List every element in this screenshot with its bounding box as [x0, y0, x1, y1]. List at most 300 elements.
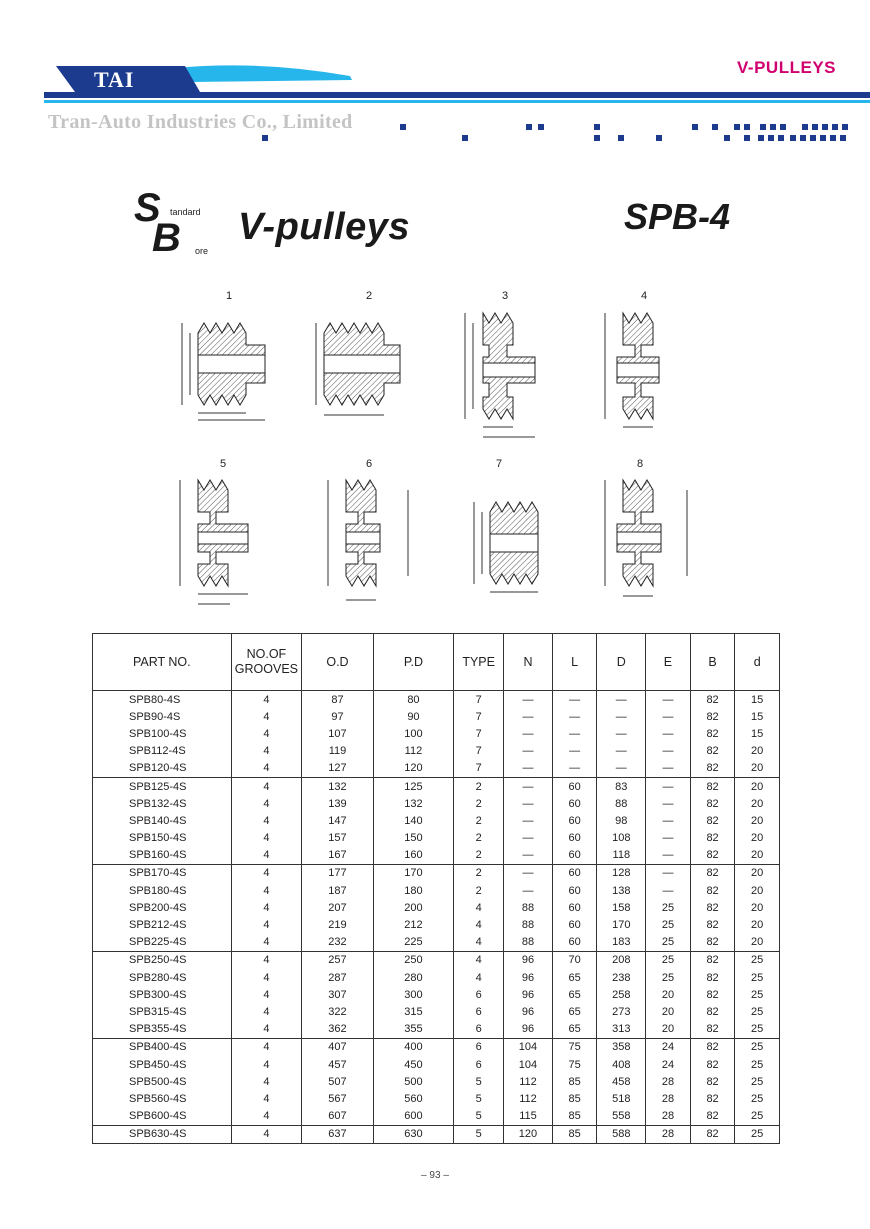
- table-cell: 82: [690, 1090, 735, 1107]
- table-row: [93, 743, 780, 760]
- diagram-label-3: 3: [502, 290, 509, 302]
- table-cell: 150: [373, 830, 454, 847]
- table-cell: SPB125-4S: [129, 780, 187, 793]
- table-row: [93, 934, 780, 952]
- table-row: [93, 882, 780, 899]
- table-cell: 82: [690, 882, 735, 899]
- table-cell: 65: [552, 1021, 597, 1039]
- diagram-label-6: 6: [366, 458, 373, 470]
- table-cell: 2: [454, 795, 504, 812]
- col-od: O.D: [302, 634, 373, 691]
- table-row: [93, 916, 780, 933]
- table-row: [93, 1090, 780, 1107]
- table-cell: 4: [231, 777, 302, 795]
- table-cell: 60: [552, 882, 597, 899]
- table-cell: SPB160-4S: [93, 847, 232, 865]
- table-cell: 82: [690, 916, 735, 933]
- table-cell: —: [646, 691, 691, 709]
- table-cell: 25: [646, 934, 691, 952]
- table-cell: 25: [646, 969, 691, 986]
- table-cell: 362: [302, 1021, 373, 1039]
- table-cell: SPB225-4S: [93, 934, 232, 952]
- table-cell: —: [504, 882, 553, 899]
- pulley-type-8-drawing: [595, 472, 705, 612]
- table-cell: 167: [302, 847, 373, 865]
- table-cell: 97: [302, 708, 373, 725]
- table-cell: 207: [302, 899, 373, 916]
- table-cell: 4: [231, 1108, 302, 1126]
- table-cell: 80: [373, 691, 454, 709]
- table-cell: 82: [690, 777, 735, 795]
- pulley-type-2-drawing: [310, 305, 420, 425]
- table-cell: —: [504, 795, 553, 812]
- table-cell: 25: [646, 899, 691, 916]
- table-cell: 107: [302, 725, 373, 742]
- table-cell: SPB200-4S: [129, 901, 187, 914]
- table-cell: 315: [373, 1003, 454, 1020]
- table-cell: 90: [373, 708, 454, 725]
- table-cell: 88: [504, 899, 553, 916]
- table-cell: 20: [735, 795, 780, 812]
- table-cell: 322: [302, 1003, 373, 1020]
- diagram-label-7: 7: [496, 458, 503, 470]
- table-cell: —: [504, 725, 553, 742]
- table-cell: 83: [597, 777, 646, 795]
- table-cell: 25: [735, 969, 780, 986]
- sb-logo-s: S: [134, 186, 161, 230]
- table-cell: 4: [454, 934, 504, 952]
- table-cell: 82: [690, 1056, 735, 1073]
- table-cell: 88: [504, 916, 553, 933]
- table-row: [93, 899, 780, 916]
- table-cell: 82: [690, 864, 735, 882]
- table-row: [93, 1056, 780, 1073]
- table-cell: 4: [454, 951, 504, 969]
- table-cell: 4: [231, 899, 302, 916]
- table-cell: 560: [373, 1090, 454, 1107]
- table-cell: 4: [231, 725, 302, 742]
- col-n: N: [504, 634, 553, 691]
- table-cell: 60: [552, 899, 597, 916]
- table-cell: 82: [690, 969, 735, 986]
- table-cell: 170: [597, 916, 646, 933]
- col-e: E: [646, 634, 691, 691]
- table-cell: —: [646, 760, 691, 778]
- table-cell: —: [597, 743, 646, 760]
- table-cell: 20: [735, 812, 780, 829]
- table-row: [93, 969, 780, 986]
- pulley-type-3-drawing: [455, 305, 565, 445]
- table-cell: 88: [597, 795, 646, 812]
- table-cell: SPB280-4S: [129, 971, 187, 984]
- table-cell: 358: [597, 1038, 646, 1056]
- table-cell: 4: [231, 708, 302, 725]
- table-cell: —: [552, 743, 597, 760]
- table-cell: 82: [690, 847, 735, 865]
- table-cell: 7: [454, 691, 504, 709]
- table-cell: 15: [735, 691, 780, 709]
- table-cell: 28: [646, 1125, 691, 1143]
- table-cell: 82: [690, 743, 735, 760]
- table-cell: 20: [646, 986, 691, 1003]
- table-cell: 25: [735, 1021, 780, 1039]
- table-cell: 82: [690, 1021, 735, 1039]
- table-cell: 458: [597, 1073, 646, 1090]
- table-cell: 4: [231, 1038, 302, 1056]
- table-cell: 118: [597, 847, 646, 865]
- table-cell: SPB600-4S: [93, 1108, 232, 1126]
- table-cell: 25: [735, 1108, 780, 1126]
- table-cell: —: [504, 743, 553, 760]
- table-cell: 75: [552, 1056, 597, 1073]
- table-cell: 2: [454, 830, 504, 847]
- table-cell: 4: [231, 934, 302, 952]
- table-cell: SPB500-4S: [129, 1075, 187, 1088]
- diagram-label-1: 1: [226, 290, 233, 302]
- table-cell: 4: [231, 1090, 302, 1107]
- table-row: [93, 812, 780, 829]
- table-cell: 120: [373, 760, 454, 778]
- table-cell: 96: [504, 951, 553, 969]
- table-cell: 82: [690, 951, 735, 969]
- table-row: [93, 725, 780, 742]
- table-cell: 450: [373, 1056, 454, 1073]
- col-part-no: PART NO.: [93, 634, 232, 691]
- table-row: [93, 708, 780, 725]
- table-cell: 20: [735, 847, 780, 865]
- table-cell: 4: [231, 743, 302, 760]
- table-cell: —: [504, 830, 553, 847]
- table-cell: 82: [690, 725, 735, 742]
- table-cell: 4: [231, 864, 302, 882]
- series-code: SPB-4: [624, 196, 731, 237]
- table-cell: 25: [735, 1090, 780, 1107]
- table-cell: 187: [302, 882, 373, 899]
- table-cell: 60: [552, 777, 597, 795]
- table-cell: 60: [552, 916, 597, 933]
- table-cell: 96: [504, 986, 553, 1003]
- table-cell: 407: [302, 1038, 373, 1056]
- table-cell: 20: [735, 934, 780, 952]
- table-cell: 4: [231, 830, 302, 847]
- table-cell: 158: [597, 899, 646, 916]
- table-cell: SPB132-4S: [129, 797, 187, 810]
- table-cell: 82: [690, 812, 735, 829]
- table-cell: 108: [597, 830, 646, 847]
- table-cell: 4: [454, 899, 504, 916]
- table-cell: 7: [454, 725, 504, 742]
- table-cell: 20: [735, 882, 780, 899]
- sb-logo-standard: tandard: [170, 207, 201, 217]
- col-type: TYPE: [454, 634, 504, 691]
- table-cell: 4: [454, 916, 504, 933]
- table-cell: 4: [454, 969, 504, 986]
- table-cell: 2: [454, 777, 504, 795]
- table-cell: 88: [504, 934, 553, 952]
- table-cell: 82: [690, 760, 735, 778]
- table-cell: 4: [231, 916, 302, 933]
- company-logo-text: TAI: [94, 67, 135, 92]
- table-row: [93, 795, 780, 812]
- table-cell: 112: [504, 1090, 553, 1107]
- table-cell: 4: [231, 951, 302, 969]
- table-cell: 96: [504, 1021, 553, 1039]
- table-cell: 65: [552, 969, 597, 986]
- table-cell: 4: [231, 1056, 302, 1073]
- diagram-label-5: 5: [220, 458, 227, 470]
- table-cell: 4: [231, 1003, 302, 1020]
- table-cell: 82: [690, 795, 735, 812]
- page-number: – 93 –: [421, 1170, 449, 1181]
- table-cell: 600: [373, 1108, 454, 1126]
- table-cell: 5: [454, 1073, 504, 1090]
- table-cell: 15: [735, 708, 780, 725]
- table-cell: 225: [373, 934, 454, 952]
- table-cell: —: [646, 812, 691, 829]
- table-cell: SPB212-4S: [129, 919, 187, 932]
- table-cell: SPB80-4S: [129, 693, 181, 706]
- table-cell: 212: [373, 916, 454, 933]
- table-row: [93, 1125, 780, 1143]
- table-cell: —: [504, 847, 553, 865]
- table-cell: 25: [646, 916, 691, 933]
- table-cell: 2: [454, 864, 504, 882]
- table-cell: 96: [504, 1003, 553, 1020]
- table-cell: 60: [552, 934, 597, 952]
- table-cell: 25: [735, 1125, 780, 1143]
- table-cell: 257: [302, 951, 373, 969]
- table-cell: 630: [373, 1125, 454, 1143]
- table-row: [93, 760, 780, 778]
- table-cell: 25: [735, 951, 780, 969]
- table-cell: 200: [373, 899, 454, 916]
- table-cell: 160: [373, 847, 454, 865]
- table-row: [93, 986, 780, 1003]
- table-cell: —: [504, 777, 553, 795]
- table-cell: 588: [597, 1125, 646, 1143]
- table-cell: 180: [373, 882, 454, 899]
- table-cell: 400: [373, 1038, 454, 1056]
- table-cell: 104: [504, 1056, 553, 1073]
- table-cell: —: [597, 691, 646, 709]
- table-cell: SPB150-4S: [129, 832, 187, 845]
- table-cell: 28: [646, 1090, 691, 1107]
- table-cell: 313: [597, 1021, 646, 1039]
- table-cell: 157: [302, 830, 373, 847]
- table-cell: —: [646, 847, 691, 865]
- table-cell: 85: [552, 1073, 597, 1090]
- table-cell: —: [552, 691, 597, 709]
- table-cell: —: [646, 864, 691, 882]
- table-cell: 273: [597, 1003, 646, 1020]
- table-cell: 20: [735, 760, 780, 778]
- table-cell: 238: [597, 969, 646, 986]
- table-cell: SPB100-4S: [129, 727, 187, 740]
- table-cell: 25: [646, 951, 691, 969]
- spec-table: [92, 633, 780, 1144]
- table-cell: 6: [454, 1056, 504, 1073]
- table-cell: 507: [302, 1073, 373, 1090]
- table-cell: 232: [302, 934, 373, 952]
- table-cell: 2: [454, 812, 504, 829]
- table-cell: 104: [504, 1038, 553, 1056]
- table-cell: —: [504, 812, 553, 829]
- table-cell: SPB560-4S: [129, 1092, 187, 1105]
- table-cell: 82: [690, 1003, 735, 1020]
- table-cell: 518: [597, 1090, 646, 1107]
- table-cell: 60: [552, 864, 597, 882]
- table-cell: 25: [735, 1073, 780, 1090]
- table-row: [93, 1038, 780, 1056]
- table-cell: 96: [504, 969, 553, 986]
- table-cell: 2: [454, 847, 504, 865]
- table-cell: SPB315-4S: [129, 1005, 187, 1018]
- diagram-label-2: 2: [366, 290, 373, 302]
- table-cell: 287: [302, 969, 373, 986]
- table-cell: SPB630-4S: [129, 1128, 187, 1141]
- table-cell: 637: [302, 1125, 373, 1143]
- table-cell: SPB120-4S: [93, 760, 232, 778]
- table-cell: 82: [690, 1073, 735, 1090]
- table-cell: 82: [690, 1038, 735, 1056]
- table-cell: 5: [454, 1125, 504, 1143]
- table-cell: 4: [231, 1125, 302, 1143]
- table-cell: SPB300-4S: [129, 988, 187, 1001]
- table-row: [93, 847, 780, 865]
- table-cell: 607: [302, 1108, 373, 1126]
- table-cell: —: [646, 708, 691, 725]
- table-cell: —: [646, 743, 691, 760]
- table-cell: 20: [735, 899, 780, 916]
- table-cell: 355: [373, 1021, 454, 1039]
- table-cell: 558: [597, 1108, 646, 1126]
- table-row: [93, 1108, 780, 1126]
- table-cell: 112: [373, 743, 454, 760]
- table-cell: 300: [373, 986, 454, 1003]
- table-cell: 25: [735, 986, 780, 1003]
- table-cell: 6: [454, 986, 504, 1003]
- table-cell: 307: [302, 986, 373, 1003]
- col-grooves: NO.OF GROOVES: [231, 634, 302, 691]
- table-cell: 25: [735, 1056, 780, 1073]
- col-l: L: [552, 634, 597, 691]
- table-cell: 6: [454, 1003, 504, 1020]
- table-cell: —: [552, 760, 597, 778]
- table-cell: 4: [231, 1073, 302, 1090]
- table-cell: 567: [302, 1090, 373, 1107]
- table-cell: 82: [690, 986, 735, 1003]
- table-cell: 132: [302, 777, 373, 795]
- table-cell: 4: [231, 1021, 302, 1039]
- table-cell: 20: [735, 830, 780, 847]
- table-cell: 500: [373, 1073, 454, 1090]
- table-cell: SPB250-4S: [129, 954, 187, 967]
- table-cell: SPB112-4S: [129, 745, 186, 758]
- table-cell: 457: [302, 1056, 373, 1073]
- table-row: [93, 777, 780, 795]
- table-cell: 25: [735, 1038, 780, 1056]
- pulley-type-5-drawing: [170, 472, 280, 612]
- table-cell: 139: [302, 795, 373, 812]
- table-cell: 28: [646, 1073, 691, 1090]
- section-title: V-PULLEYS: [737, 58, 836, 77]
- table-cell: 112: [504, 1073, 553, 1090]
- table-cell: 140: [373, 812, 454, 829]
- table-cell: 250: [373, 951, 454, 969]
- table-cell: 170: [373, 864, 454, 882]
- pulley-type-4-drawing: [595, 305, 705, 445]
- table-cell: —: [646, 882, 691, 899]
- table-cell: —: [597, 725, 646, 742]
- table-row: [93, 691, 780, 709]
- table-cell: 2: [454, 882, 504, 899]
- table-row: [93, 830, 780, 847]
- table-cell: 82: [690, 1125, 735, 1143]
- table-cell: 219: [302, 916, 373, 933]
- table-cell: —: [552, 708, 597, 725]
- table-cell: —: [552, 725, 597, 742]
- table-cell: SPB450-4S: [129, 1058, 187, 1071]
- table-cell: 258: [597, 986, 646, 1003]
- table-cell: 82: [690, 1108, 735, 1126]
- table-cell: 120: [504, 1125, 553, 1143]
- table-cell: 25: [735, 1003, 780, 1020]
- table-row: [93, 1021, 780, 1039]
- table-cell: —: [597, 708, 646, 725]
- table-cell: 75: [552, 1038, 597, 1056]
- sb-logo-ore: ore: [195, 246, 209, 256]
- table-row: [93, 951, 780, 969]
- table-cell: SPB355-4S: [93, 1021, 232, 1039]
- table-cell: 6: [454, 1021, 504, 1039]
- table-cell: 60: [552, 795, 597, 812]
- table-cell: 183: [597, 934, 646, 952]
- sb-logo-b: B: [152, 216, 181, 260]
- table-cell: 60: [552, 812, 597, 829]
- table-cell: 177: [302, 864, 373, 882]
- table-cell: 87: [302, 691, 373, 709]
- table-cell: 20: [646, 1003, 691, 1020]
- col-b: B: [690, 634, 735, 691]
- table-cell: 24: [646, 1056, 691, 1073]
- table-cell: 20: [735, 743, 780, 760]
- table-cell: 20: [735, 864, 780, 882]
- diagram-label-4: 4: [641, 290, 648, 302]
- table-cell: —: [504, 691, 553, 709]
- spec-table-body: [93, 691, 780, 1144]
- table-cell: SPB170-4S: [129, 867, 187, 880]
- table-cell: —: [646, 725, 691, 742]
- table-cell: 132: [373, 795, 454, 812]
- table-cell: 20: [646, 1021, 691, 1039]
- pulley-type-7-drawing: [462, 488, 572, 598]
- table-cell: 85: [552, 1108, 597, 1126]
- table-cell: SPB180-4S: [129, 884, 187, 897]
- table-cell: 7: [454, 743, 504, 760]
- table-cell: —: [646, 795, 691, 812]
- table-cell: 28: [646, 1108, 691, 1126]
- table-cell: 82: [690, 691, 735, 709]
- table-cell: 208: [597, 951, 646, 969]
- table-cell: 6: [454, 1038, 504, 1056]
- col-pd: P.D: [373, 634, 454, 691]
- table-cell: 65: [552, 986, 597, 1003]
- col-d-upper: D: [597, 634, 646, 691]
- page-title: V-pulleys: [238, 206, 411, 248]
- table-cell: 24: [646, 1038, 691, 1056]
- table-cell: 82: [690, 830, 735, 847]
- table-cell: —: [504, 760, 553, 778]
